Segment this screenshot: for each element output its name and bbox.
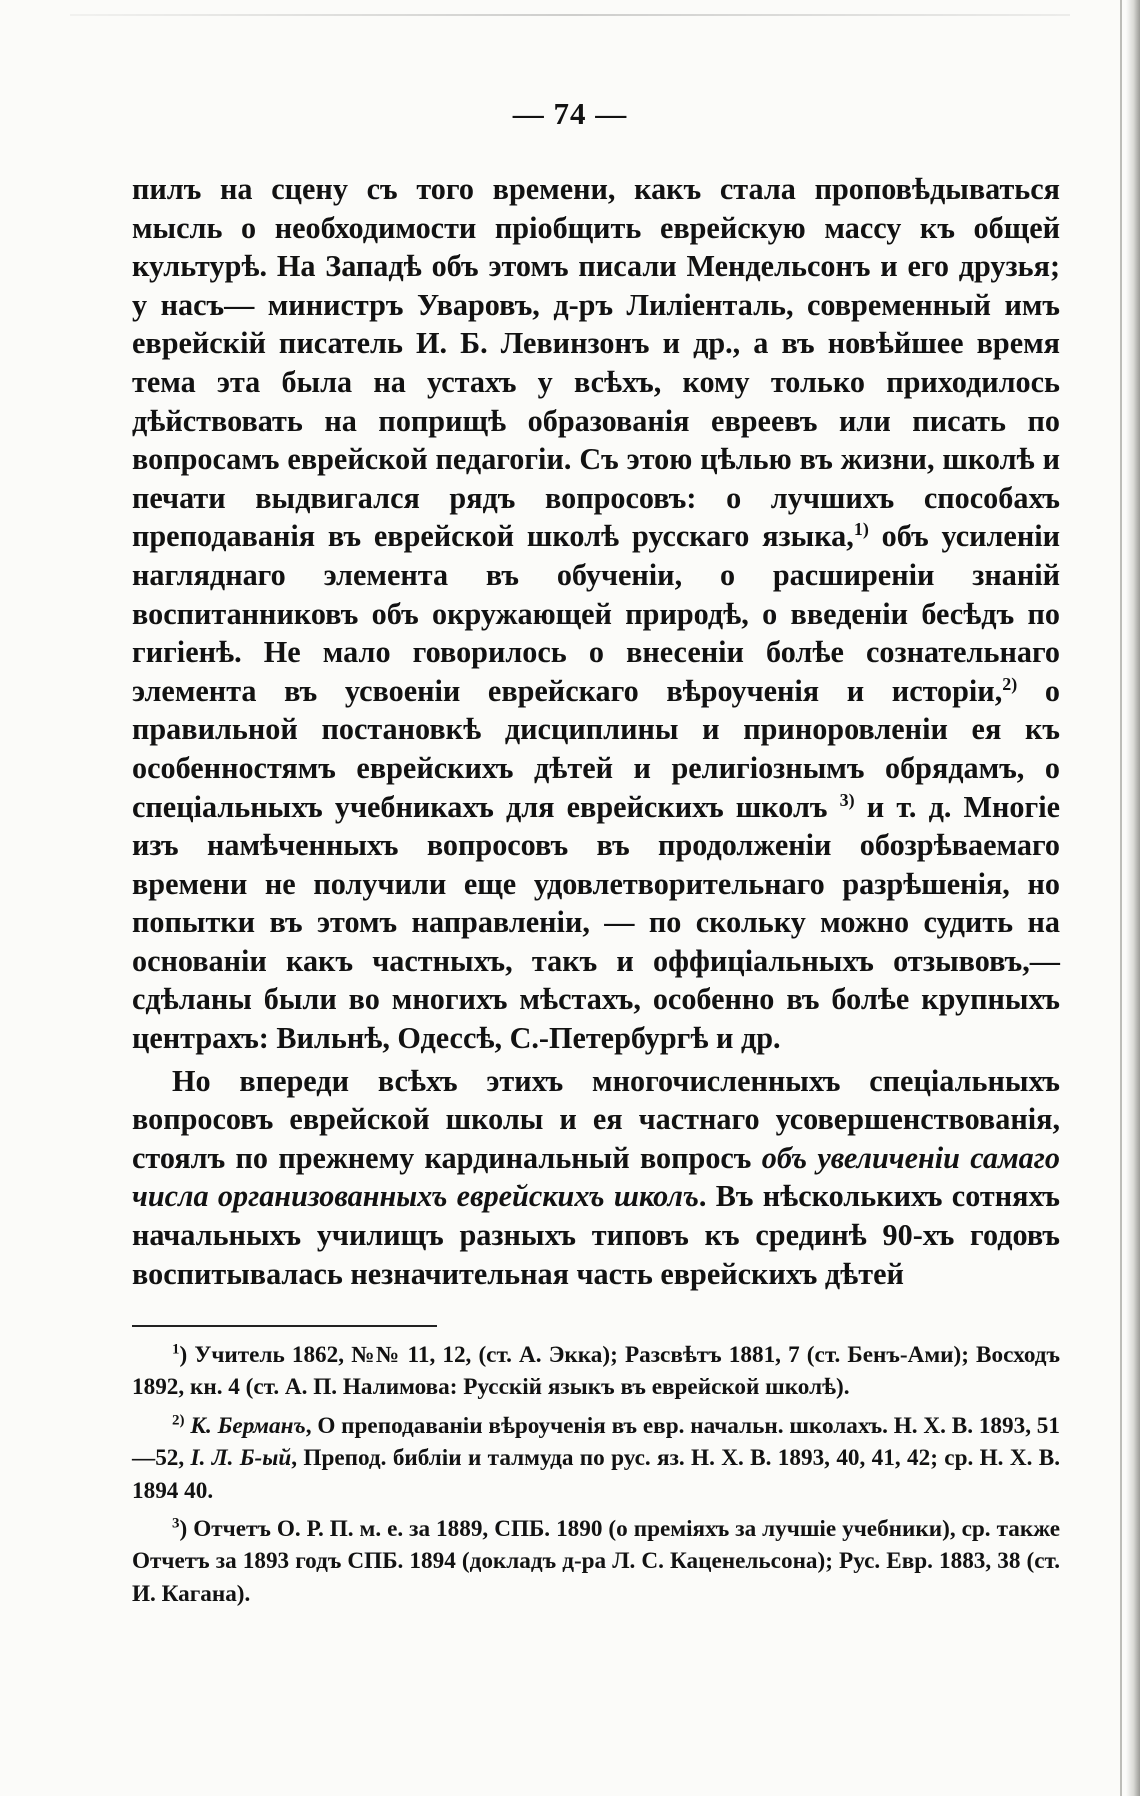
footnote-2-text-1: , О преподаваніи вѣроученія въ евр. начальн. школахъ. Н. Х. В. 1893, 51—52, — [132, 1412, 1060, 1472]
footnote-3-text: ) Отчетъ О. Р. П. м. е. за 1889, СПБ. 1890 (о преміяхъ за лучшіе учебники), ср. также Отчетъ за 1893 годъ СПБ. 1894 (докладъ д-ра Л. С. Каценельсона); Рус. Евр. 1883, 38 (ст. И. Кагана). — [132, 1516, 1060, 1607]
paragraph-2-part-1: Но впереди всѣхъ этихъ многочисленныхъ спеціальныхъ вопросовъ еврейской школы и ея частнаго усовершенствованія, стоялъ по прежнему кардинальный вопросъ — [132, 1063, 1060, 1175]
paragraph-1 — [132, 170, 1060, 1058]
footnote-1 — [132, 1339, 1060, 1404]
footnote-2 — [132, 1410, 1060, 1507]
footnote-1-text: ) Учитель 1862, №№ 11, 12, (ст. А. Экка); Разсвѣтъ 1881, 7 (ст. Бенъ-Ами); Восходъ 1892, кн. 4 (ст. А. П. Налимова: Русскій языкъ въ еврейской школѣ). — [132, 1342, 1060, 1401]
footnote-2-mark: 2) — [172, 1412, 185, 1429]
paragraph-2 — [132, 1062, 1060, 1294]
footnote-ref-3: 3) — [839, 789, 855, 810]
footnotes — [132, 1339, 1060, 1616]
page-number: — 74 — — [512, 96, 628, 131]
main-text — [132, 170, 1060, 1293]
footnote-2-author-1: К. Берманъ — [190, 1412, 306, 1439]
page-edge-line — [1120, 0, 1122, 1796]
paragraph-2-emphasis: объ увеличеніи самаго числа организованныхъ еврейскихъ школъ — [132, 1140, 1060, 1214]
footnote-1-mark: 1 — [172, 1341, 180, 1358]
footnote-ref-2: 2) — [1002, 673, 1018, 694]
footnote-2-text-2: , Препод. библіи и талмуда по рус. яз. Н. Х. В. 1893, 40, 41, 42; ср. Н. Х. В. 1894 40. — [132, 1445, 1061, 1504]
paragraph-1-part-2: объ усиленіи нагляднаго элемента въ обученіи, о расширеніи знаній воспитанниковъ объ окружающей природѣ, о введеніи бесѣдъ по гигіенѣ. Не мало говорилось о внесеніи болѣе сознательнаго элемента въ усвоеніи еврейскаго вѣроученія и исторіи, — [132, 519, 1060, 708]
paragraph-1-part-1: пилъ на сцену съ того времени, какъ стала проповѣдываться мысль о необходимости пріобщить еврейскую массу къ общей культурѣ. На Западѣ объ этомъ писали Мендельсонъ и его друзья; у насъ— министръ Уваровъ, д-ръ Лиліенталь, современный имъ еврейскій писатель И. Б. Левинзонъ и др., а въ новѣйшее время тема эта была на устахъ у всѣхъ, кому только приходилось дѣйствовать на поприщѣ образованія евреевъ или писать по вопросамъ еврейской педагогіи. Съ этою цѣлью въ жизни, школѣ и печати выдвигался рядъ вопросовъ: о лучшихъ способахъ преподаванія въ еврейской школѣ русскаго языка, — [132, 172, 1060, 554]
footnote-divider — [132, 1325, 437, 1327]
paragraph-1-part-3: о правильной постановкѣ дисциплины и приноровленіи ея къ особенностямъ еврейскихъ дѣтей и религіознымъ обрядамъ, о спеціальныхъ учебникахъ для еврейскихъ школъ — [132, 673, 1060, 824]
scan-artifact-top — [70, 14, 1070, 16]
footnote-ref-1: 1) — [853, 519, 869, 540]
footnote-2-author-2: І. Л. Б-ый — [190, 1445, 292, 1472]
page-edge-shadow — [1126, 0, 1140, 1796]
paragraph-2-part-2: . Въ нѣсколькихъ сотняхъ начальныхъ училищъ разныхъ типовъ къ срединѣ 90-хъ годовъ воспитывалась незначительная часть еврейскихъ дѣтей — [132, 1179, 1060, 1291]
footnote-3-mark: 3 — [172, 1515, 180, 1532]
paragraph-1-part-4: и т. д. Многіе изъ намѣченныхъ вопросовъ въ продолженіи обозрѣваемаго времени не получили еще удовлетворительнаго разрѣшенія, но попытки въ этомъ направленіи, — по скольку можно судить на основаніи какъ частныхъ, такъ и оффиціальныхъ отзывовъ,—сдѣланы были во многихъ мѣстахъ, особенно въ болѣе крупныхъ центрахъ: Вильнѣ, Одессѣ, С.-Петербургѣ и др. — [132, 789, 1060, 1056]
footnote-3 — [132, 1513, 1060, 1610]
